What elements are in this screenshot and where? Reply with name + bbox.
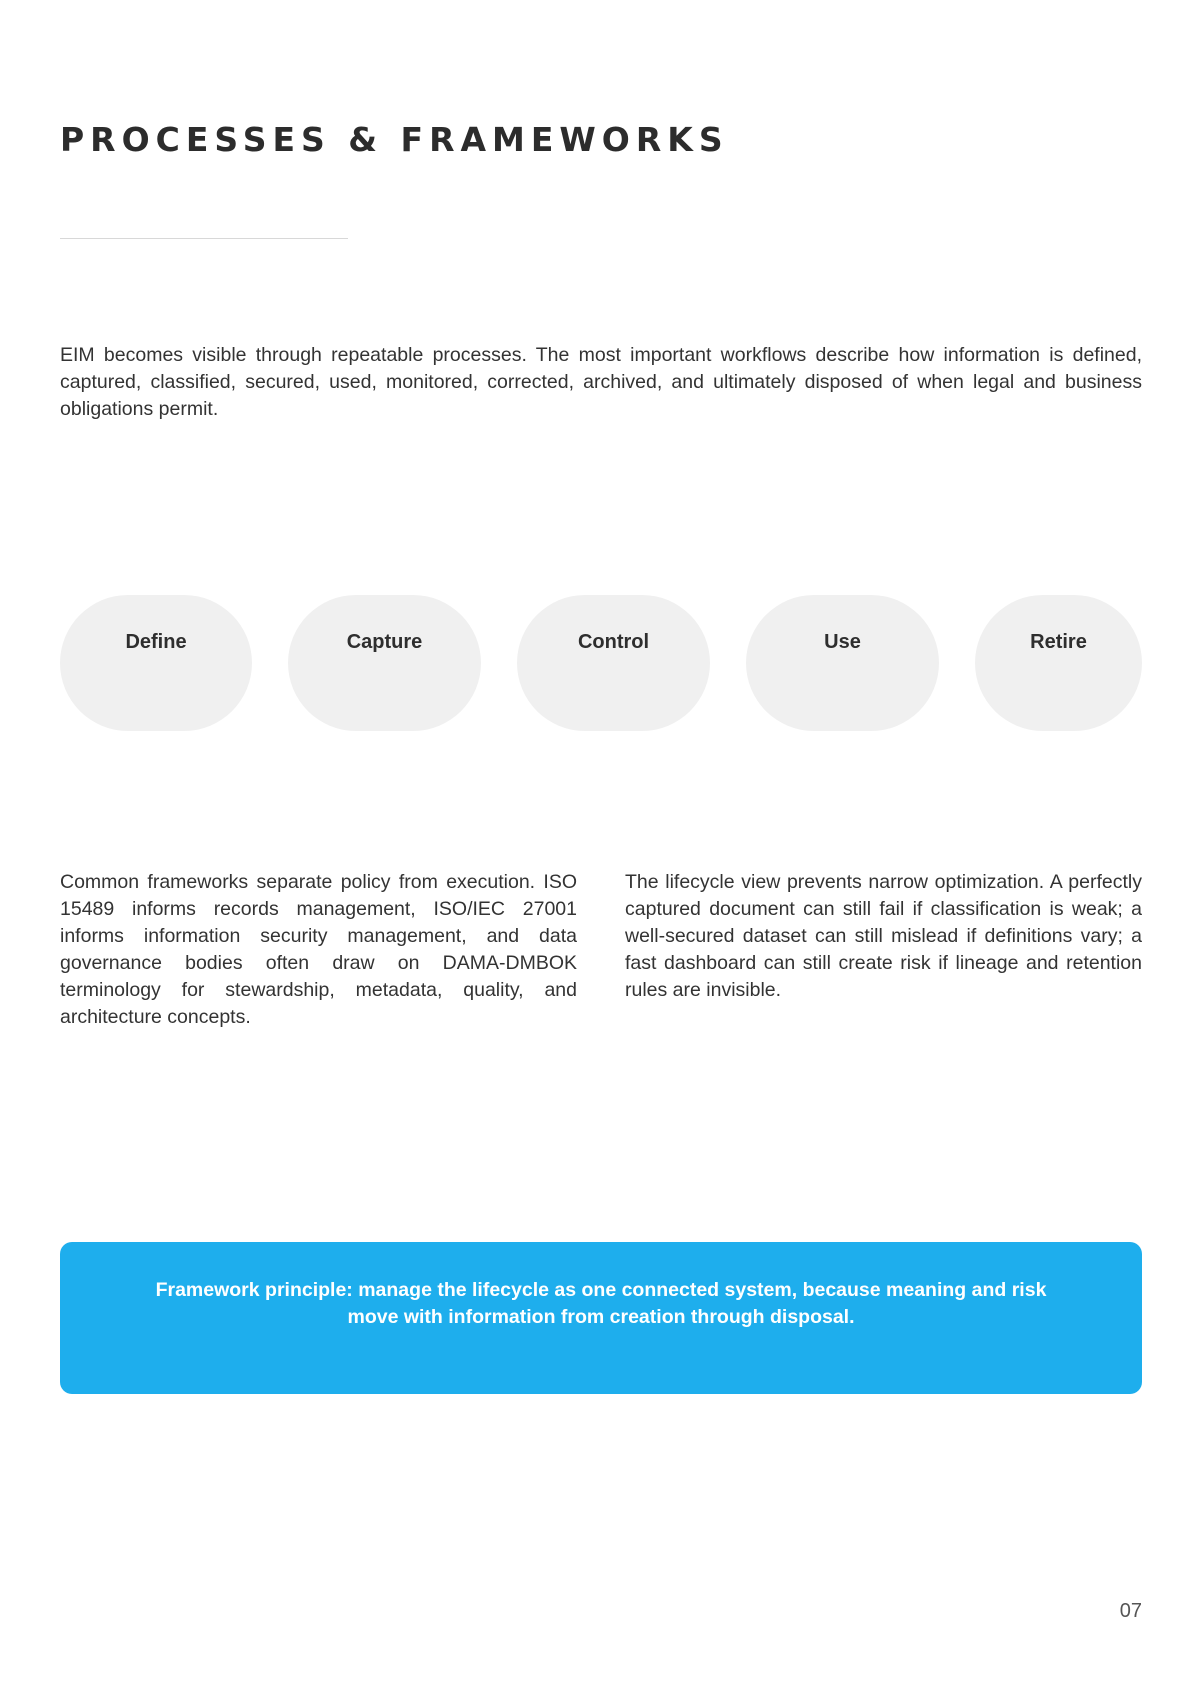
stage-control xyxy=(517,595,710,731)
stage-label: Capture xyxy=(346,631,423,653)
lifecycle-stages xyxy=(60,595,1142,731)
stage-use xyxy=(746,595,939,731)
stage-capture xyxy=(288,595,481,731)
stage-label: Retire xyxy=(1030,631,1087,653)
stage-label: Control xyxy=(577,631,650,653)
page-title: PROCESSES & FRAMEWORKS xyxy=(60,120,729,159)
stage-define xyxy=(60,595,252,731)
frameworks-paragraph: Common frameworks separate policy from execution. ISO 15489 informs records management, ISO/IEC 27001 informs information security management, and data governance bodies often draw on DAMA-DMBOK terminology for stewardship, metadata, quality, and architecture concepts. xyxy=(60,871,577,1028)
callout-text: Framework principle: manage the lifecycle as one connected system, because meaning and risk move with information from creation through disposal. xyxy=(155,1279,1047,1328)
intro-paragraph: EIM becomes visible through repeatable processes. The most important workflows describe how information is defined, captured, classified, secured, used, monitored, corrected, archived, and ultimately disposed of when legal and business obligations permit. xyxy=(60,344,1142,420)
stage-label: Define xyxy=(125,631,187,653)
page-number: 07 xyxy=(1119,1600,1142,1622)
lifecycle-paragraph: The lifecycle view prevents narrow optimization. A perfectly captured document can still fail if classification is weak; a well-secured dataset can still mislead if definitions vary; a fast dashboard can still create risk if lineage and retention rules are invisible. xyxy=(625,871,1142,1001)
stage-label: Use xyxy=(824,631,861,653)
principle-callout xyxy=(60,1242,1142,1394)
stage-retire xyxy=(975,595,1142,731)
title-divider xyxy=(60,238,348,239)
